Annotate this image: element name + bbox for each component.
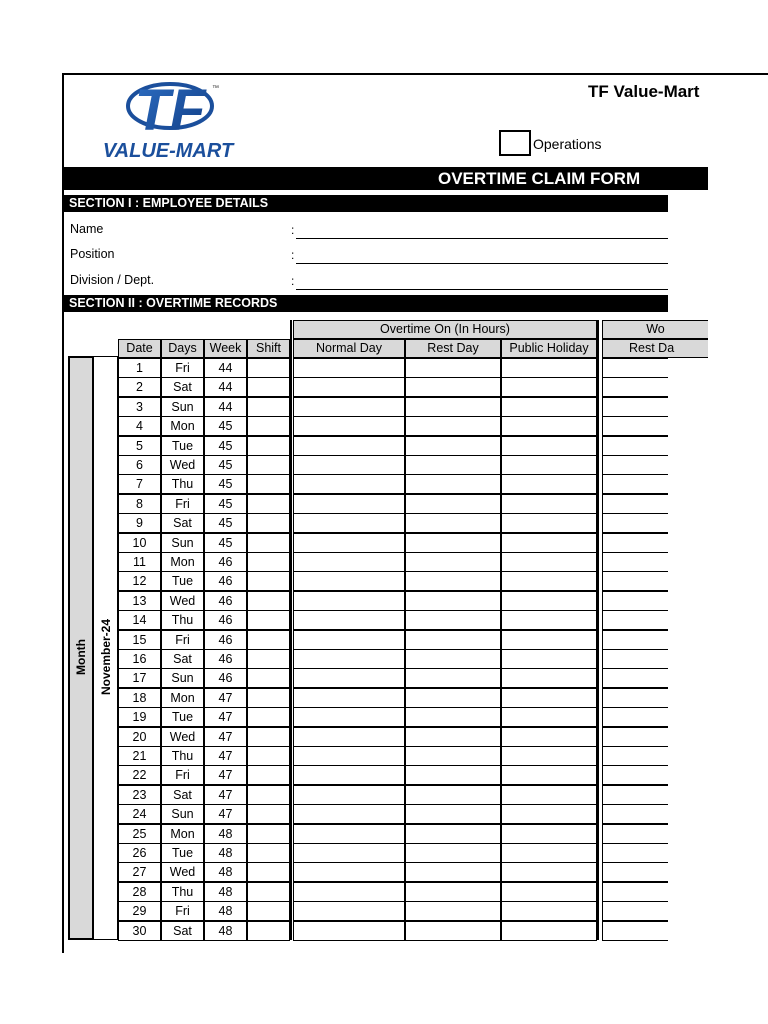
row-week: 46 [204,649,247,669]
row-public-holiday-cell[interactable] [501,688,597,708]
row-rest-day-2-cell[interactable] [602,824,668,844]
row-day: Sat [161,921,204,941]
row-rest-day-cell[interactable] [405,824,501,844]
row-normal-day-cell[interactable] [293,921,405,941]
row-date: 27 [118,862,161,882]
col-public-holiday-header: Public Holiday [501,339,597,358]
row-normal-day-cell[interactable] [293,901,405,921]
division-field[interactable] [296,273,668,290]
row-normal-day-cell[interactable] [293,591,405,611]
row-day: Mon [161,688,204,708]
row-week: 45 [204,474,247,494]
row-normal-day-cell[interactable] [293,688,405,708]
row-rest-day-2-cell[interactable] [602,494,668,514]
logo-tm: ™ [212,85,219,92]
row-week: 47 [204,785,247,805]
row-rest-day-cell[interactable] [405,862,501,882]
row-public-holiday-cell[interactable] [501,455,597,475]
row-rest-day-2-cell[interactable] [602,901,668,921]
row-date: 24 [118,804,161,824]
row-rest-day-2-cell[interactable] [602,610,668,630]
row-shift-cell[interactable] [247,862,290,882]
row-rest-day-cell[interactable] [405,804,501,824]
col-normal-day-header: Normal Day [293,339,405,358]
row-week: 48 [204,901,247,921]
row-date: 14 [118,610,161,630]
row-date: 2 [118,377,161,397]
row-rest-day-2-cell[interactable] [602,882,668,902]
row-rest-day-cell[interactable] [405,765,501,785]
row-day: Sat [161,513,204,533]
row-public-holiday-cell[interactable] [501,533,597,553]
row-rest-day-cell[interactable] [405,649,501,669]
col-date-header: Date [118,339,161,358]
col-days-header: Days [161,339,204,358]
row-normal-day-cell[interactable] [293,552,405,572]
row-normal-day-cell[interactable] [293,882,405,902]
row-day: Wed [161,862,204,882]
work-group-header: Wo [602,320,708,339]
logo-brand: VALUE-MART [102,140,234,162]
row-public-holiday-cell[interactable] [501,358,597,378]
row-day: Thu [161,474,204,494]
row-rest-day-2-cell[interactable] [602,571,668,591]
row-date: 13 [118,591,161,611]
division-colon: : [291,274,295,288]
row-day: Sat [161,649,204,669]
col-rest-day-header: Rest Day [405,339,501,358]
operations-label: Operations [533,136,602,152]
row-shift-cell[interactable] [247,688,290,708]
row-rest-day-2-cell[interactable] [602,804,668,824]
row-day: Sat [161,377,204,397]
row-shift-cell[interactable] [247,610,290,630]
row-rest-day-cell[interactable] [405,610,501,630]
row-date: 5 [118,436,161,456]
row-week: 46 [204,668,247,688]
row-rest-day-cell[interactable] [405,921,501,941]
row-shift-cell[interactable] [247,552,290,572]
row-shift-cell[interactable] [247,727,290,747]
row-rest-day-cell[interactable] [405,630,501,650]
row-week: 46 [204,552,247,572]
divider-left [290,320,292,940]
row-rest-day-cell[interactable] [405,571,501,591]
row-week: 47 [204,727,247,747]
row-day: Mon [161,824,204,844]
row-shift-cell[interactable] [247,397,290,417]
position-field[interactable] [296,247,668,264]
row-rest-day-2-cell[interactable] [602,358,668,378]
row-rest-day-2-cell[interactable] [602,416,668,436]
row-day: Fri [161,901,204,921]
row-date: 16 [118,649,161,669]
row-week: 46 [204,610,247,630]
row-normal-day-cell[interactable] [293,494,405,514]
row-date: 26 [118,843,161,863]
row-shift-cell[interactable] [247,921,290,941]
row-shift-cell[interactable] [247,533,290,553]
row-shift-cell[interactable] [247,785,290,805]
row-public-holiday-cell[interactable] [501,882,597,902]
row-public-holiday-cell[interactable] [501,494,597,514]
row-rest-day-cell[interactable] [405,552,501,572]
row-public-holiday-cell[interactable] [501,707,597,727]
position-colon: : [291,248,295,262]
row-rest-day-2-cell[interactable] [602,921,668,941]
row-public-holiday-cell[interactable] [501,901,597,921]
col-rest-day-2-header: Rest Da [602,339,708,358]
row-public-holiday-cell[interactable] [501,610,597,630]
row-week: 47 [204,746,247,766]
row-shift-cell[interactable] [247,436,290,456]
form-title: OVERTIME CLAIM FORM [438,169,641,188]
row-rest-day-2-cell[interactable] [602,377,668,397]
row-public-holiday-cell[interactable] [501,377,597,397]
row-public-holiday-cell[interactable] [501,416,597,436]
row-rest-day-cell[interactable] [405,901,501,921]
row-normal-day-cell[interactable] [293,436,405,456]
row-week: 48 [204,882,247,902]
row-normal-day-cell[interactable] [293,862,405,882]
row-day: Fri [161,358,204,378]
row-day: Fri [161,765,204,785]
name-colon: : [291,223,295,237]
row-date: 29 [118,901,161,921]
operations-checkbox[interactable] [499,130,531,156]
row-rest-day-2-cell[interactable] [602,552,668,572]
row-date: 21 [118,746,161,766]
row-rest-day-2-cell[interactable] [602,727,668,747]
row-shift-cell[interactable] [247,358,290,378]
row-normal-day-cell[interactable] [293,571,405,591]
row-shift-cell[interactable] [247,901,290,921]
row-week: 48 [204,824,247,844]
row-normal-day-cell[interactable] [293,533,405,553]
row-public-holiday-cell[interactable] [501,436,597,456]
row-normal-day-cell[interactable] [293,474,405,494]
row-shift-cell[interactable] [247,824,290,844]
month-label: Month [74,639,88,675]
row-rest-day-cell[interactable] [405,377,501,397]
row-normal-day-cell[interactable] [293,765,405,785]
row-rest-day-cell[interactable] [405,707,501,727]
row-rest-day-2-cell[interactable] [602,591,668,611]
row-public-holiday-cell[interactable] [501,552,597,572]
row-date: 19 [118,707,161,727]
row-shift-cell[interactable] [247,668,290,688]
row-date: 23 [118,785,161,805]
row-rest-day-2-cell[interactable] [602,707,668,727]
row-day: Sun [161,668,204,688]
row-normal-day-cell[interactable] [293,513,405,533]
row-normal-day-cell[interactable] [293,610,405,630]
row-rest-day-2-cell[interactable] [602,668,668,688]
section2-title: SECTION II : OVERTIME RECORDS [69,296,278,310]
row-shift-cell[interactable] [247,571,290,591]
row-day: Sun [161,397,204,417]
row-shift-cell[interactable] [247,513,290,533]
row-public-holiday-cell[interactable] [501,591,597,611]
row-day: Wed [161,591,204,611]
row-shift-cell[interactable] [247,416,290,436]
division-label: Division / Dept. [70,273,155,287]
company-name: TF Value-Mart [588,82,700,101]
row-week: 47 [204,765,247,785]
row-public-holiday-cell[interactable] [501,804,597,824]
row-date: 11 [118,552,161,572]
row-normal-day-cell[interactable] [293,397,405,417]
row-rest-day-2-cell[interactable] [602,688,668,708]
row-rest-day-cell[interactable] [405,416,501,436]
row-day: Tue [161,707,204,727]
row-day: Tue [161,436,204,456]
row-week: 48 [204,843,247,863]
row-date: 20 [118,727,161,747]
row-week: 46 [204,630,247,650]
row-week: 44 [204,358,247,378]
row-public-holiday-cell[interactable] [501,727,597,747]
row-public-holiday-cell[interactable] [501,785,597,805]
row-public-holiday-cell[interactable] [501,765,597,785]
row-week: 44 [204,397,247,417]
row-rest-day-cell[interactable] [405,455,501,475]
row-normal-day-cell[interactable] [293,727,405,747]
row-week: 46 [204,591,247,611]
row-rest-day-2-cell[interactable] [602,630,668,650]
row-day: Tue [161,571,204,591]
row-rest-day-2-cell[interactable] [602,513,668,533]
row-public-holiday-cell[interactable] [501,862,597,882]
row-day: Thu [161,610,204,630]
row-public-holiday-cell[interactable] [501,649,597,669]
row-day: Tue [161,843,204,863]
row-rest-day-2-cell[interactable] [602,649,668,669]
row-week: 46 [204,571,247,591]
row-week: 47 [204,804,247,824]
row-rest-day-2-cell[interactable] [602,785,668,805]
row-date: 8 [118,494,161,514]
row-week: 45 [204,416,247,436]
row-rest-day-cell[interactable] [405,474,501,494]
row-day: Wed [161,727,204,747]
row-date: 12 [118,571,161,591]
row-normal-day-cell[interactable] [293,416,405,436]
row-date: 30 [118,921,161,941]
row-rest-day-cell[interactable] [405,882,501,902]
period-label: November-24 [99,618,113,696]
row-week: 48 [204,921,247,941]
row-shift-cell[interactable] [247,746,290,766]
row-rest-day-cell[interactable] [405,843,501,863]
row-date: 10 [118,533,161,553]
row-week: 47 [204,707,247,727]
row-date: 25 [118,824,161,844]
row-week: 48 [204,862,247,882]
row-date: 4 [118,416,161,436]
row-date: 15 [118,630,161,650]
row-day: Sun [161,533,204,553]
col-shift-header: Shift [247,339,290,358]
row-date: 22 [118,765,161,785]
row-normal-day-cell[interactable] [293,668,405,688]
row-normal-day-cell[interactable] [293,358,405,378]
logo-letters: TF [134,80,206,143]
row-shift-cell[interactable] [247,455,290,475]
row-rest-day-cell[interactable] [405,688,501,708]
row-rest-day-cell[interactable] [405,533,501,553]
row-public-holiday-cell[interactable] [501,843,597,863]
value-mart-logo [100,80,240,162]
row-shift-cell[interactable] [247,843,290,863]
row-normal-day-cell[interactable] [293,377,405,397]
row-rest-day-2-cell[interactable] [602,765,668,785]
row-shift-cell[interactable] [247,707,290,727]
overtime-group-header: Overtime On (In Hours) [293,320,597,339]
row-date: 9 [118,513,161,533]
row-shift-cell[interactable] [247,765,290,785]
row-week: 45 [204,513,247,533]
row-day: Fri [161,630,204,650]
row-date: 7 [118,474,161,494]
section1-title: SECTION I : EMPLOYEE DETAILS [69,196,269,210]
row-rest-day-cell[interactable] [405,785,501,805]
row-shift-cell[interactable] [247,494,290,514]
row-normal-day-cell[interactable] [293,843,405,863]
row-day: Sun [161,804,204,824]
row-rest-day-cell[interactable] [405,668,501,688]
row-shift-cell[interactable] [247,591,290,611]
row-normal-day-cell[interactable] [293,630,405,650]
row-public-holiday-cell[interactable] [501,397,597,417]
row-day: Thu [161,882,204,902]
row-date: 3 [118,397,161,417]
row-normal-day-cell[interactable] [293,824,405,844]
row-shift-cell[interactable] [247,377,290,397]
row-week: 45 [204,533,247,553]
position-label: Position [70,247,115,261]
row-day: Fri [161,494,204,514]
row-date: 6 [118,455,161,475]
name-label: Name [70,222,104,236]
row-day: Wed [161,455,204,475]
row-week: 45 [204,455,247,475]
row-public-holiday-cell[interactable] [501,474,597,494]
row-rest-day-cell[interactable] [405,746,501,766]
row-rest-day-2-cell[interactable] [602,455,668,475]
row-public-holiday-cell[interactable] [501,668,597,688]
row-rest-day-cell[interactable] [405,358,501,378]
name-field[interactable] [296,222,668,239]
row-week: 44 [204,377,247,397]
row-public-holiday-cell[interactable] [501,513,597,533]
row-public-holiday-cell[interactable] [501,630,597,650]
row-shift-cell[interactable] [247,804,290,824]
row-shift-cell[interactable] [247,882,290,902]
row-day: Mon [161,416,204,436]
row-normal-day-cell[interactable] [293,804,405,824]
row-date: 28 [118,882,161,902]
row-public-holiday-cell[interactable] [501,921,597,941]
row-rest-day-cell[interactable] [405,591,501,611]
row-public-holiday-cell[interactable] [501,746,597,766]
row-shift-cell[interactable] [247,649,290,669]
row-week: 45 [204,436,247,456]
row-rest-day-2-cell[interactable] [602,436,668,456]
row-day: Thu [161,746,204,766]
row-date: 17 [118,668,161,688]
row-rest-day-2-cell[interactable] [602,474,668,494]
row-rest-day-cell[interactable] [405,727,501,747]
row-public-holiday-cell[interactable] [501,571,597,591]
row-shift-cell[interactable] [247,630,290,650]
row-week: 47 [204,688,247,708]
row-rest-day-cell[interactable] [405,513,501,533]
row-rest-day-2-cell[interactable] [602,843,668,863]
row-normal-day-cell[interactable] [293,785,405,805]
row-normal-day-cell[interactable] [293,746,405,766]
row-date: 18 [118,688,161,708]
row-shift-cell[interactable] [247,474,290,494]
row-normal-day-cell[interactable] [293,707,405,727]
row-rest-day-2-cell[interactable] [602,533,668,553]
row-normal-day-cell[interactable] [293,455,405,475]
divider-right [597,320,599,940]
row-day: Mon [161,552,204,572]
row-day: Sat [161,785,204,805]
row-normal-day-cell[interactable] [293,649,405,669]
row-public-holiday-cell[interactable] [501,824,597,844]
row-rest-day-2-cell[interactable] [602,746,668,766]
row-rest-day-2-cell[interactable] [602,397,668,417]
row-rest-day-cell[interactable] [405,494,501,514]
row-rest-day-cell[interactable] [405,397,501,417]
row-rest-day-cell[interactable] [405,436,501,456]
row-date: 1 [118,358,161,378]
col-week-header: Week [204,339,247,358]
row-rest-day-2-cell[interactable] [602,862,668,882]
row-week: 45 [204,494,247,514]
